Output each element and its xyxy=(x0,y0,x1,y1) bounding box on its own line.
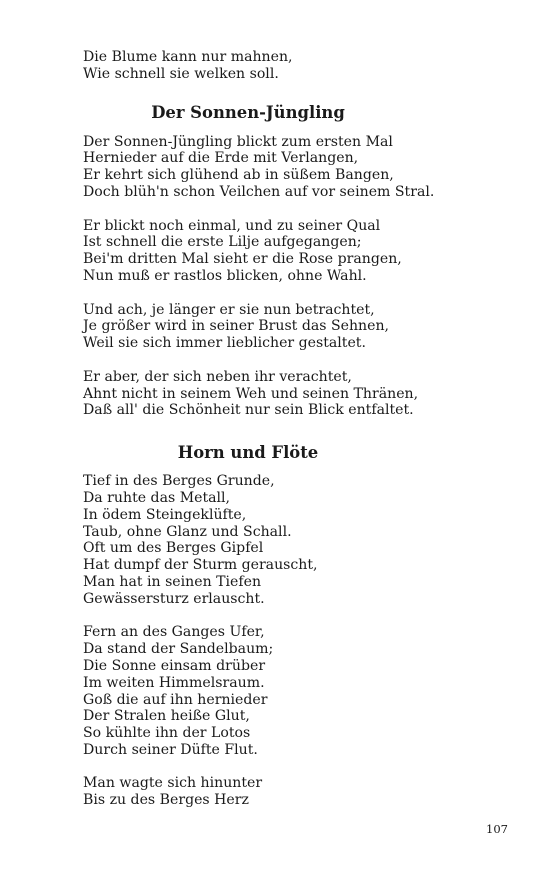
verse-line: Die Blume kann nur mahnen, xyxy=(83,49,293,65)
verse-line: Goß die auf ihn hernieder xyxy=(83,691,268,708)
verse-line: In ödem Steingeklüfte, xyxy=(83,506,247,523)
verse-line: Der Stralen heiße Glut, xyxy=(83,708,250,725)
poem1-stanza-2 xyxy=(83,218,483,285)
verse-line: Und ach, je länger er sie nun betrachtet, xyxy=(83,301,375,318)
verse-line: Hat dumpf der Sturm gerauscht, xyxy=(83,557,318,574)
verse-line: Durch seiner Düfte Flut. xyxy=(83,741,258,758)
poem-title-sonnen-juengling: Der Sonnen-Jüngling xyxy=(151,102,345,122)
verse-line: Wie schnell sie welken soll. xyxy=(83,65,279,82)
verse-line: Er kehrt sich glühend ab in süßem Bangen, xyxy=(83,167,394,184)
verse-line: Bis zu des Berges Herz xyxy=(83,792,249,809)
verse-line: Gewässersturz erlauscht. xyxy=(83,590,265,607)
poem-title-horn-und-floete: Horn und Flöte xyxy=(177,443,319,463)
verse-line: Je größer wird in seiner Brust das Sehnen, xyxy=(83,318,390,335)
verse-line: Da ruhte das Metall, xyxy=(83,489,231,506)
verse-line: Weil sie sich immer lieblicher gestaltet. xyxy=(83,335,366,352)
verse-line: Ahnt nicht in seinem Weh und seinen Thränen, xyxy=(83,385,419,402)
verse-line: Er blickt noch einmal, und zu seiner Qual xyxy=(83,217,381,234)
verse-line: Man hat in seinen Tiefen xyxy=(83,573,262,590)
poem2-stanza-3 xyxy=(83,775,483,809)
verse-line: Man wagte sich hinunter xyxy=(83,775,263,792)
verse-line: Nun muß er rastlos blicken, ohne Wahl. xyxy=(83,267,367,284)
verse-line: So kühlte ihn der Lotos xyxy=(83,725,251,742)
verse-line: Daß all' die Schönheit nur sein Blick entfaltet. xyxy=(83,402,414,419)
verse-line: Doch blüh'n schon Veilchen auf vor seinem Stral. xyxy=(83,183,435,200)
intro-stanza xyxy=(83,49,483,83)
poem1-stanza-4 xyxy=(83,369,483,419)
verse-line: Ist schnell die erste Lilje aufgegangen; xyxy=(83,234,362,251)
verse-line: Taub, ohne Glanz und Schall. xyxy=(83,523,292,540)
poem1-stanza-3 xyxy=(83,302,483,352)
page-content xyxy=(83,49,483,809)
verse-line: Fern an des Ganges Ufer, xyxy=(83,624,265,641)
verse-line: Tief in des Berges Grunde, xyxy=(83,473,275,490)
verse-line: Im weiten Himmelsraum. xyxy=(83,674,265,691)
poem2-stanza-1 xyxy=(83,473,483,607)
verse-line: Bei'm dritten Mal sieht er die Rose prangen, xyxy=(83,251,402,268)
verse-line: Er aber, der sich neben ihr verachtet, xyxy=(83,368,352,385)
verse-line: Hernieder auf die Erde mit Verlangen, xyxy=(83,150,359,167)
verse-line: Da stand der Sandelbaum; xyxy=(83,641,274,658)
verse-line: Oft um des Berges Gipfel xyxy=(83,540,264,557)
verse-line: Der Sonnen-Jüngling blickt zum ersten Mal xyxy=(83,133,393,150)
poem2-stanza-2 xyxy=(83,624,483,758)
verse-line: Die Sonne einsam drüber xyxy=(83,657,266,674)
page-number: 107 xyxy=(486,822,508,836)
poem1-stanza-1 xyxy=(83,134,483,201)
